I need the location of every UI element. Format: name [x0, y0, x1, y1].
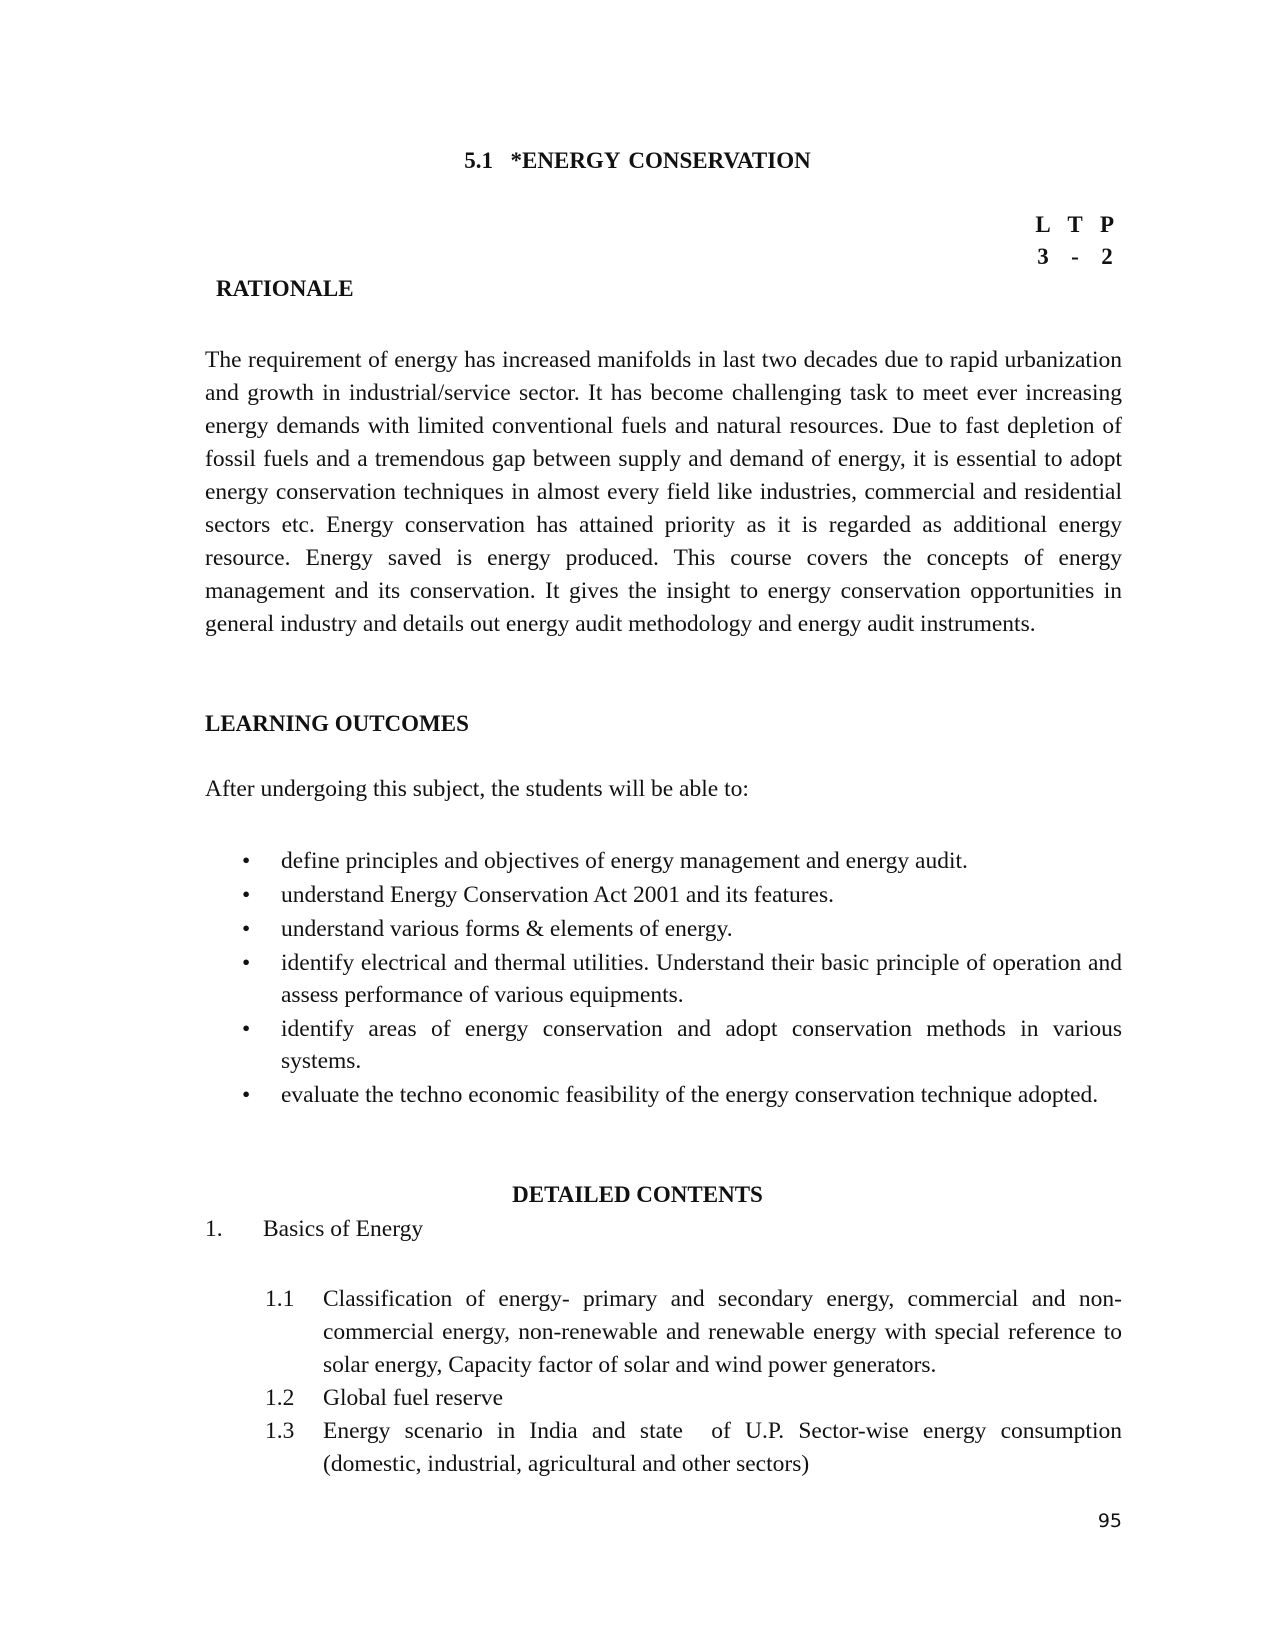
list-item: [240, 879, 1122, 911]
list-item: [240, 1013, 1122, 1077]
section-number: 1.: [205, 1216, 223, 1242]
ltp-value-l: 3: [1037, 244, 1049, 269]
subsection-list: [265, 1283, 1128, 1481]
bullet-icon: •: [242, 848, 251, 874]
list-item: [265, 1283, 1122, 1382]
rationale-heading: RATIONALE: [216, 276, 354, 301]
subsection-number: 1.3: [265, 1418, 295, 1444]
ltp-value-t: -: [1071, 244, 1079, 269]
bullet-icon: •: [242, 1016, 251, 1042]
list-item: [240, 913, 1122, 945]
learning-outcomes-list: [240, 845, 1122, 1113]
ltp-value-p: 2: [1101, 244, 1113, 269]
list-item: [240, 947, 1122, 1011]
list-item: [265, 1415, 1128, 1481]
ltp-header-row: [1030, 212, 1120, 238]
page-number: 95: [1097, 1510, 1122, 1532]
list-item-text: understand Energy Conservation Act 2001 and its features.: [281, 882, 834, 908]
bullet-icon: •: [242, 882, 251, 908]
subsection-text: Classification of energy- primary and secondary energy, commercial and non-commercial energy, non-renewable and renewable energy with special reference to solar energy, Capacity factor of solar and wind power generators.: [323, 1286, 1122, 1378]
list-item: [240, 1079, 1122, 1111]
list-item-text: define principles and objectives of energy management and energy audit.: [281, 848, 968, 874]
subsection-text: Global fuel reserve: [323, 1385, 504, 1411]
ltp-value-row: [1030, 244, 1120, 270]
section-heading: [205, 1216, 423, 1243]
ltp-header-t: T: [1067, 212, 1083, 237]
list-item-text: evaluate the techno economic feasibility of the energy conservation technique adopted.: [281, 1082, 1099, 1108]
list-item-text: identify areas of energy conservation and adopt conservation methods in various systems.: [281, 1016, 1122, 1074]
bullet-icon: •: [242, 916, 251, 942]
subsection-number: 1.2: [265, 1385, 295, 1411]
bullet-icon: •: [242, 950, 251, 976]
ltp-header-p: P: [1099, 212, 1115, 237]
detailed-contents-heading: DETAILED CONTENTS: [512, 1182, 763, 1207]
list-item-text: understand various forms & elements of energy.: [281, 916, 733, 942]
bullet-icon: •: [242, 1082, 251, 1108]
rationale-text: The requirement of energy has increased manifolds in last two decades due to rapid urbanization and growth in industrial/service sector. It has become challenging task to meet ever increasing energy demands with limited conventional fuels and natural resources. Due to fast depletion of fossil fuels and a tremendous gap between supply and demand of energy, it is essential to adopt energy conservation techniques in almost every field like industries, commercial and residential sectors etc. Energy conservation has attained priority as it is regarded as additional energy resource. Energy saved is energy produced. This course covers the concepts of energy management and its conservation. It gives the insight to energy conservation opportunities in general industry and details out energy audit methodology and energy audit instruments.: [205, 347, 1122, 637]
ltp-header-l: L: [1035, 212, 1051, 237]
subsection-text: Energy scenario in India and state of U.P. Sector-wise energy consumption (domestic, industrial, agricultural and other sectors): [323, 1418, 1128, 1477]
section-title: Basics of Energy: [263, 1216, 424, 1242]
list-item: [240, 845, 1122, 877]
learning-outcomes-intro: After undergoing this subject, the students will be able to:: [205, 776, 749, 802]
subsection-number: 1.1: [265, 1286, 295, 1312]
list-item: [265, 1382, 1122, 1415]
list-item-text: identify electrical and thermal utilities. Understand their basic principle of operation and assess performance of various equipments.: [281, 950, 1122, 1008]
page-title: 5.1 *ENERGY CONSERVATION: [464, 148, 811, 173]
learning-outcomes-heading: LEARNING OUTCOMES: [205, 711, 469, 736]
